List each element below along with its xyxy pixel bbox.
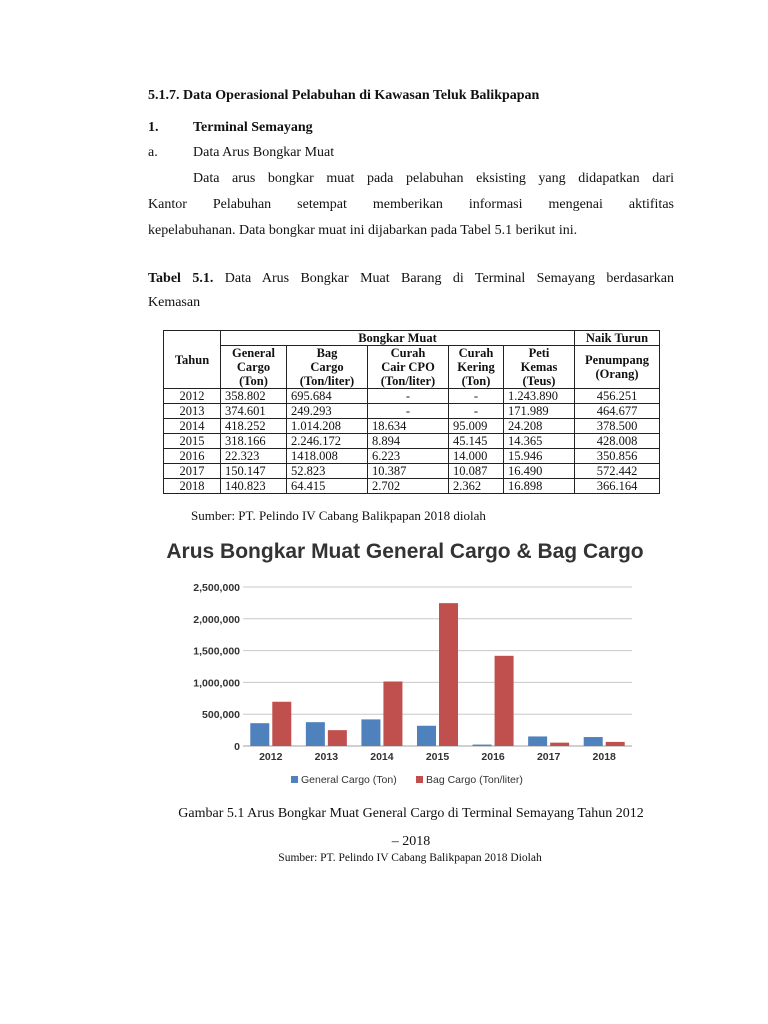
y-tick-label: 2,000,000 [193, 613, 240, 626]
table-cell: 318.166 [221, 434, 287, 449]
bar-chart [0, 570, 768, 795]
bar-bag-cargo [272, 702, 291, 746]
x-tick-label: 2016 [481, 751, 505, 763]
legend-label: General Cargo (Ton) [301, 774, 397, 786]
table-row [164, 449, 660, 464]
table-row [164, 404, 660, 419]
item-title: Data Arus Bongkar Muat [193, 145, 335, 160]
table-cell: 2.702 [368, 479, 449, 494]
table-cell: 695.684 [287, 389, 368, 404]
table-cell: 418.252 [221, 419, 287, 434]
table-cell: 2014 [164, 419, 221, 434]
bar-bag-cargo [383, 681, 402, 746]
x-tick-label: 2012 [259, 751, 283, 763]
legend-swatch [291, 776, 298, 783]
header-naik-turun: Naik Turun [575, 331, 660, 346]
table-cell: 2.362 [449, 479, 504, 494]
x-tick-label: 2018 [592, 751, 616, 763]
header-tahun: Tahun [164, 331, 221, 389]
y-tick-label: 1,500,000 [193, 645, 240, 658]
x-tick-label: 2017 [536, 751, 561, 763]
table-cell: 366.164 [575, 479, 660, 494]
legend-label: Bag Cargo (Ton/liter) [426, 774, 523, 786]
table-cell: 22.323 [221, 449, 287, 464]
y-tick-label: 0 [234, 741, 240, 753]
x-tick-label: 2015 [425, 751, 450, 763]
table-cell: 2013 [164, 404, 221, 419]
table-caption [148, 267, 674, 315]
table-cell: 249.293 [287, 404, 368, 419]
header-bongkar-muat: Bongkar Muat [221, 331, 575, 346]
table-caption-label: Tabel 5.1. [148, 271, 214, 286]
table-cell: 1418.008 [287, 449, 368, 464]
table-body [164, 389, 660, 494]
table-cell: 8.894 [368, 434, 449, 449]
table-caption-text-2: Kemasan [148, 295, 201, 310]
table-cell: 16.898 [504, 479, 575, 494]
table-cell: 18.634 [368, 419, 449, 434]
table-cell: 572.442 [575, 464, 660, 479]
table-cell: 2015 [164, 434, 221, 449]
table-row [164, 479, 660, 494]
y-tick-label: 500,000 [202, 709, 240, 722]
bar-general-cargo [250, 723, 269, 746]
bar-general-cargo [473, 745, 492, 746]
table-cell: 464.677 [575, 404, 660, 419]
subsection-number: 1. [148, 120, 159, 135]
bar-bag-cargo [439, 603, 458, 746]
y-tick-label: 2,500,000 [193, 582, 240, 594]
legend-swatch [416, 776, 423, 783]
paragraph-line-3: kepelabuhanan. Data bongkar muat ini dijabarkan pada Tabel 5.1 berikut ini. [148, 223, 578, 238]
paragraph-line-2: Kantor Pelabuhan setempat memberikan informasi mengenai aktifitas [148, 197, 674, 212]
table-cell: 15.946 [504, 449, 575, 464]
bar-bag-cargo [550, 743, 569, 746]
figure-caption [148, 800, 674, 856]
header-curah-kering: Curah Kering (Ton) [449, 346, 504, 389]
table-cell: 378.500 [575, 419, 660, 434]
table-cell: 1.014.208 [287, 419, 368, 434]
item-letter: a. [148, 145, 158, 160]
table-cell: 171.989 [504, 404, 575, 419]
table-cell: 1.243.890 [504, 389, 575, 404]
bar-bag-cargo [328, 730, 347, 746]
table-cell: 10.087 [449, 464, 504, 479]
table-cell: - [368, 404, 449, 419]
subsection-title: Terminal Semayang [193, 120, 313, 135]
table-cell: - [449, 389, 504, 404]
figure-source: Sumber: PT. Pelindo IV Cabang Balikpapan 2018 Diolah [278, 852, 542, 864]
table-cell: 64.415 [287, 479, 368, 494]
table-source: Sumber: PT. Pelindo IV Cabang Balikpapan 2018 diolah [191, 508, 486, 523]
bar-general-cargo [361, 719, 380, 746]
paragraph-line-1: Data arus bongkar muat pada pelabuhan eksisting yang didapatkan dari [193, 171, 674, 186]
intro-paragraph [148, 166, 674, 244]
table-cell: 16.490 [504, 464, 575, 479]
data-table-container [163, 330, 660, 494]
figure-caption-line-2: – 2018 [391, 834, 431, 849]
table-cell: 150.147 [221, 464, 287, 479]
table-cell: 358.802 [221, 389, 287, 404]
table-row [164, 464, 660, 479]
table-cell: 95.009 [449, 419, 504, 434]
table-cell: 140.823 [221, 479, 287, 494]
bar-bag-cargo [606, 742, 625, 746]
bar-general-cargo [417, 726, 436, 746]
bar-general-cargo [584, 737, 603, 746]
table-cell: 45.145 [449, 434, 504, 449]
table-cell: 2.246.172 [287, 434, 368, 449]
header-general-cargo: General Cargo (Ton) [221, 346, 287, 389]
bar-bag-cargo [495, 656, 514, 746]
table-cell: - [449, 404, 504, 419]
table-row [164, 419, 660, 434]
y-tick-label: 1,000,000 [193, 677, 240, 690]
table-cell: 2016 [164, 449, 221, 464]
table-caption-text: Data Arus Bongkar Muat Barang di Terminal Semayang berdasarkan [224, 271, 674, 286]
table-cell: 52.823 [287, 464, 368, 479]
data-table [163, 330, 660, 494]
table-cell: 456.251 [575, 389, 660, 404]
table-cell: 14.000 [449, 449, 504, 464]
table-cell: 374.601 [221, 404, 287, 419]
table-cell: 14.365 [504, 434, 575, 449]
bar-general-cargo [306, 722, 325, 746]
header-curah-cair: Curah Cair CPO (Ton/liter) [368, 346, 449, 389]
table-cell: 10.387 [368, 464, 449, 479]
chart-title: Arus Bongkar Muat General Cargo & Bag Cargo [166, 540, 644, 563]
header-bag-cargo: Bag Cargo (Ton/liter) [287, 346, 368, 389]
x-tick-label: 2014 [370, 751, 394, 763]
bar-general-cargo [528, 736, 547, 746]
table-cell: - [368, 389, 449, 404]
table-cell: 428.008 [575, 434, 660, 449]
table-cell: 24.208 [504, 419, 575, 434]
table-row [164, 434, 660, 449]
header-peti-kemas: Peti Kemas (Teus) [504, 346, 575, 389]
table-cell: 2017 [164, 464, 221, 479]
figure-caption-line-1: Gambar 5.1 Arus Bongkar Muat General Cargo di Terminal Semayang Tahun 2012 [178, 806, 644, 821]
header-penumpang: Penumpang (Orang) [575, 346, 660, 389]
table-cell: 350.856 [575, 449, 660, 464]
table-cell: 2012 [164, 389, 221, 404]
section-heading: 5.1.7. Data Operasional Pelabuhan di Kawasan Teluk Balikpapan [148, 88, 540, 103]
table-cell: 6.223 [368, 449, 449, 464]
table-cell: 2018 [164, 479, 221, 494]
table-row [164, 389, 660, 404]
x-tick-label: 2013 [314, 751, 339, 763]
